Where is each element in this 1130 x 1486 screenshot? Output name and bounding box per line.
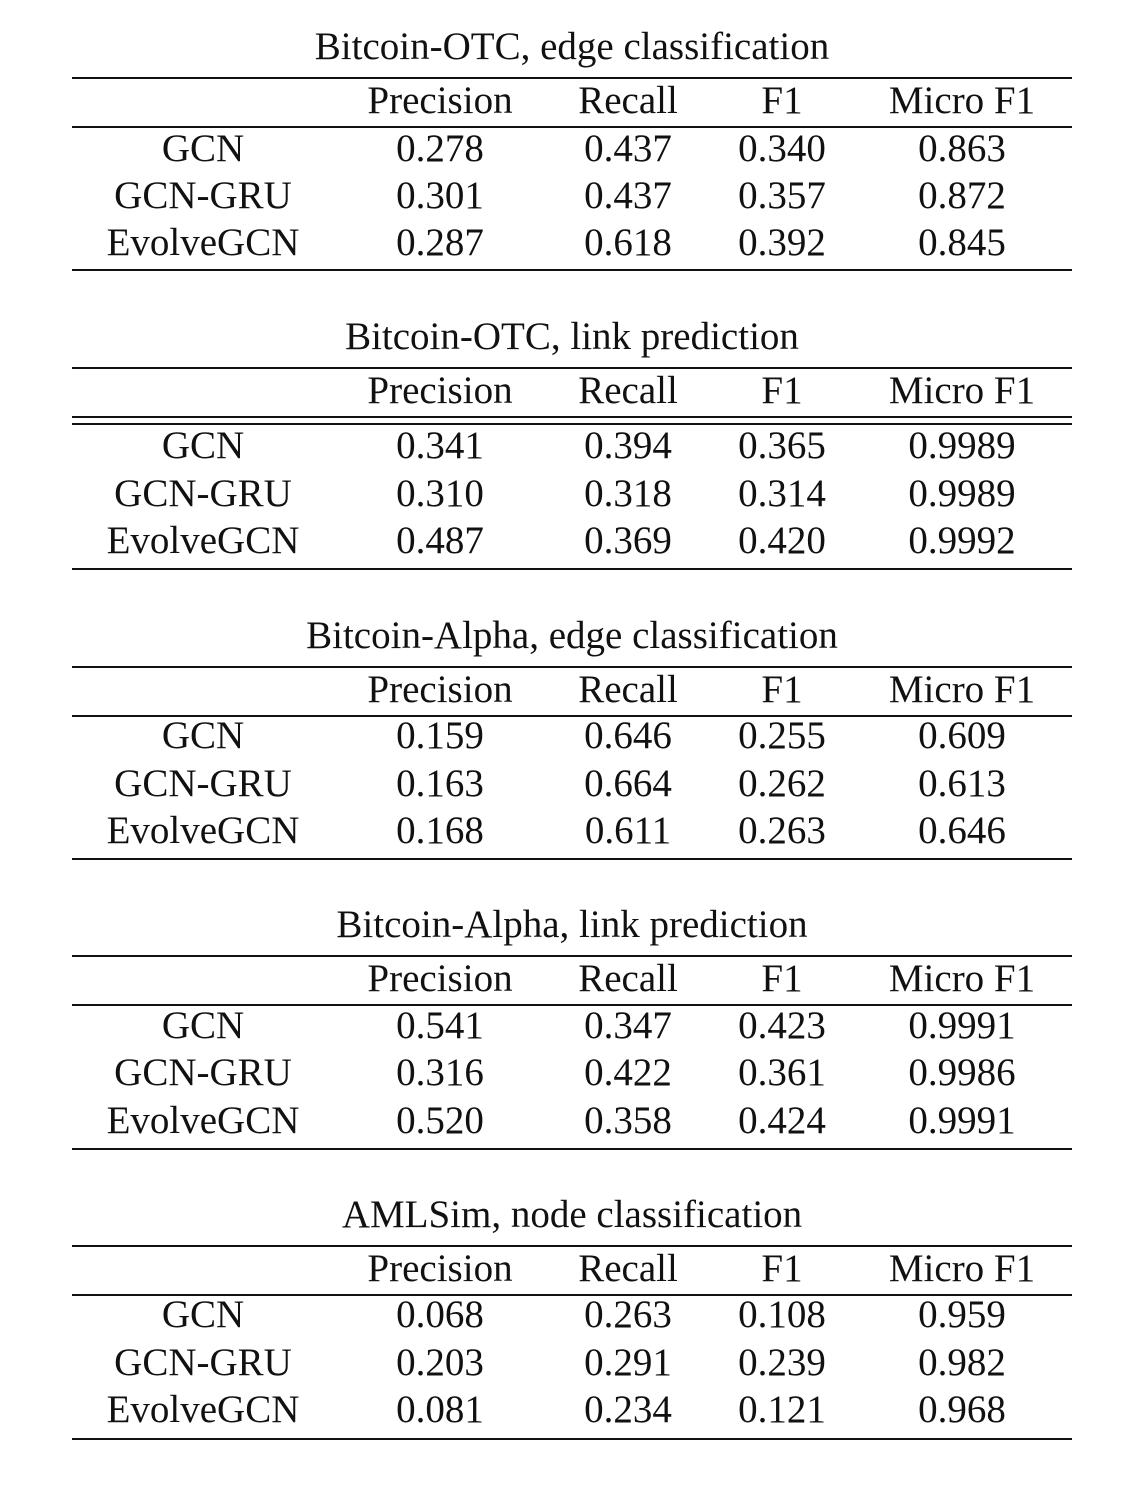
- header-cell-recall: Recall: [578, 957, 678, 1000]
- header-cell-method: [72, 367, 334, 415]
- table-row: [72, 219, 1072, 267]
- precision-cell: 0.310: [396, 472, 484, 515]
- f1-cell: 0.340: [738, 127, 826, 170]
- method-cell: EvolveGCN: [106, 809, 300, 852]
- header-cell-f1: F1: [761, 668, 803, 711]
- micro-f1-cell: 0.9989: [908, 424, 1016, 467]
- f1-cell: 0.121: [738, 1388, 826, 1431]
- header-cell-recall: Recall: [578, 79, 678, 122]
- table-row: [72, 422, 1072, 470]
- micro-f1-cell: 0.9986: [908, 1051, 1016, 1094]
- f1-cell: 0.255: [738, 714, 826, 757]
- method-cell: EvolveGCN: [106, 221, 300, 264]
- precision-cell: 0.278: [396, 127, 484, 170]
- f1-cell: 0.420: [738, 519, 826, 562]
- header-cell-f1: F1: [761, 957, 803, 1000]
- micro-f1-cell: 0.9991: [908, 1099, 1016, 1142]
- recall-cell: 0.611: [584, 809, 672, 852]
- f1-cell: 0.361: [738, 1051, 826, 1094]
- header-row: [72, 666, 1072, 714]
- header-cell-method: [72, 77, 334, 125]
- micro-f1-cell: 0.845: [918, 221, 1006, 264]
- header-cell-micro-f1: Micro F1: [888, 1247, 1036, 1290]
- header-row: [72, 77, 1072, 125]
- table-row: [72, 807, 1072, 855]
- precision-cell: 0.487: [396, 519, 484, 562]
- header-cell-recall: Recall: [578, 668, 678, 711]
- header-cell-recall: Recall: [578, 1247, 678, 1290]
- f1-cell: 0.357: [738, 174, 826, 217]
- micro-f1-cell: 0.959: [918, 1293, 1006, 1336]
- recall-cell: 0.646: [584, 714, 672, 757]
- table-row: [72, 125, 1072, 173]
- precision-cell: 0.541: [396, 1004, 484, 1047]
- bottom-rule: [72, 1438, 1072, 1440]
- method-cell: GCN-GRU: [114, 1051, 292, 1094]
- header-cell-precision: Precision: [367, 668, 513, 711]
- header-cell-f1: F1: [761, 79, 803, 122]
- micro-f1-cell: 0.646: [918, 809, 1006, 852]
- recall-cell: 0.437: [584, 174, 672, 217]
- table-row: [72, 1339, 1072, 1387]
- header-cell-precision: Precision: [367, 957, 513, 1000]
- precision-cell: 0.168: [396, 809, 484, 852]
- header-cell-recall: Recall: [578, 369, 678, 412]
- method-cell: GCN: [161, 714, 245, 757]
- table-row: [72, 517, 1072, 565]
- header-cell-precision: Precision: [367, 79, 513, 122]
- f1-cell: 0.423: [738, 1004, 826, 1047]
- precision-cell: 0.520: [396, 1099, 484, 1142]
- recall-cell: 0.234: [584, 1388, 672, 1431]
- precision-cell: 0.081: [396, 1388, 484, 1431]
- bottom-rule: [72, 568, 1072, 570]
- table-caption: Bitcoin-OTC, edge classification: [314, 25, 830, 68]
- method-cell: GCN-GRU: [114, 762, 292, 805]
- method-cell: EvolveGCN: [106, 519, 300, 562]
- table-row: [72, 1386, 1072, 1434]
- f1-cell: 0.263: [738, 809, 826, 852]
- recall-cell: 0.369: [584, 519, 672, 562]
- micro-f1-cell: 0.863: [918, 127, 1006, 170]
- bottom-rule: [72, 858, 1072, 860]
- f1-cell: 0.262: [738, 762, 826, 805]
- f1-cell: 0.392: [738, 221, 826, 264]
- table-row: [72, 712, 1072, 760]
- table-caption: Bitcoin-Alpha, link prediction: [336, 903, 808, 946]
- recall-cell: 0.437: [584, 127, 672, 170]
- method-cell: GCN: [161, 1004, 245, 1047]
- f1-cell: 0.365: [738, 424, 826, 467]
- recall-cell: 0.618: [584, 221, 672, 264]
- recall-cell: 0.318: [584, 472, 672, 515]
- precision-cell: 0.068: [396, 1293, 484, 1336]
- micro-f1-cell: 0.609: [918, 714, 1006, 757]
- table-row: [72, 1002, 1072, 1050]
- precision-cell: 0.203: [396, 1341, 484, 1384]
- recall-cell: 0.347: [584, 1004, 672, 1047]
- recall-cell: 0.291: [584, 1341, 672, 1384]
- precision-cell: 0.301: [396, 174, 484, 217]
- recall-cell: 0.263: [584, 1293, 672, 1336]
- header-cell-f1: F1: [761, 1247, 803, 1290]
- method-cell: EvolveGCN: [106, 1099, 300, 1142]
- header-cell-precision: Precision: [367, 1247, 513, 1290]
- table-row: [72, 1097, 1072, 1145]
- header-cell-micro-f1: Micro F1: [888, 957, 1036, 1000]
- table-row: [72, 1049, 1072, 1097]
- precision-cell: 0.287: [396, 221, 484, 264]
- header-cell-micro-f1: Micro F1: [888, 79, 1036, 122]
- micro-f1-cell: 0.613: [918, 762, 1006, 805]
- method-cell: GCN-GRU: [114, 1341, 292, 1384]
- header-cell-micro-f1: Micro F1: [888, 668, 1036, 711]
- recall-cell: 0.394: [584, 424, 672, 467]
- method-cell: GCN: [161, 424, 245, 467]
- table-caption: Bitcoin-OTC, link prediction: [345, 315, 799, 358]
- table-caption: Bitcoin-Alpha, edge classification: [306, 614, 838, 657]
- header-cell-method: [72, 666, 334, 714]
- bottom-rule: [72, 1148, 1072, 1150]
- f1-cell: 0.424: [738, 1099, 826, 1142]
- header-cell-micro-f1: Micro F1: [888, 369, 1036, 412]
- table-row: [72, 760, 1072, 808]
- method-cell: GCN: [161, 1293, 245, 1336]
- micro-f1-cell: 0.9992: [908, 519, 1016, 562]
- micro-f1-cell: 0.872: [918, 174, 1006, 217]
- recall-cell: 0.664: [584, 762, 672, 805]
- table-row: [72, 1291, 1072, 1339]
- micro-f1-cell: 0.968: [918, 1388, 1006, 1431]
- micro-f1-cell: 0.9991: [908, 1004, 1016, 1047]
- method-cell: GCN-GRU: [114, 174, 292, 217]
- f1-cell: 0.108: [738, 1293, 826, 1336]
- table-row: [72, 470, 1072, 518]
- header-row: [72, 1245, 1072, 1293]
- table-row: [72, 172, 1072, 220]
- micro-f1-cell: 0.9989: [908, 472, 1016, 515]
- precision-cell: 0.341: [396, 424, 484, 467]
- precision-cell: 0.316: [396, 1051, 484, 1094]
- recall-cell: 0.422: [584, 1051, 672, 1094]
- precision-cell: 0.163: [396, 762, 484, 805]
- header-row: [72, 367, 1072, 415]
- header-row: [72, 955, 1072, 1003]
- micro-f1-cell: 0.982: [918, 1341, 1006, 1384]
- f1-cell: 0.239: [738, 1341, 826, 1384]
- header-cell-method: [72, 955, 334, 1003]
- header-rule: [72, 416, 1072, 418]
- method-cell: GCN-GRU: [114, 472, 292, 515]
- recall-cell: 0.358: [584, 1099, 672, 1142]
- precision-cell: 0.159: [396, 714, 484, 757]
- table-caption: AMLSim, node classification: [341, 1193, 803, 1236]
- method-cell: GCN: [161, 127, 245, 170]
- header-cell-precision: Precision: [367, 369, 513, 412]
- header-cell-method: [72, 1245, 334, 1293]
- bottom-rule: [72, 269, 1072, 271]
- f1-cell: 0.314: [738, 472, 826, 515]
- method-cell: EvolveGCN: [106, 1388, 300, 1431]
- header-cell-f1: F1: [761, 369, 803, 412]
